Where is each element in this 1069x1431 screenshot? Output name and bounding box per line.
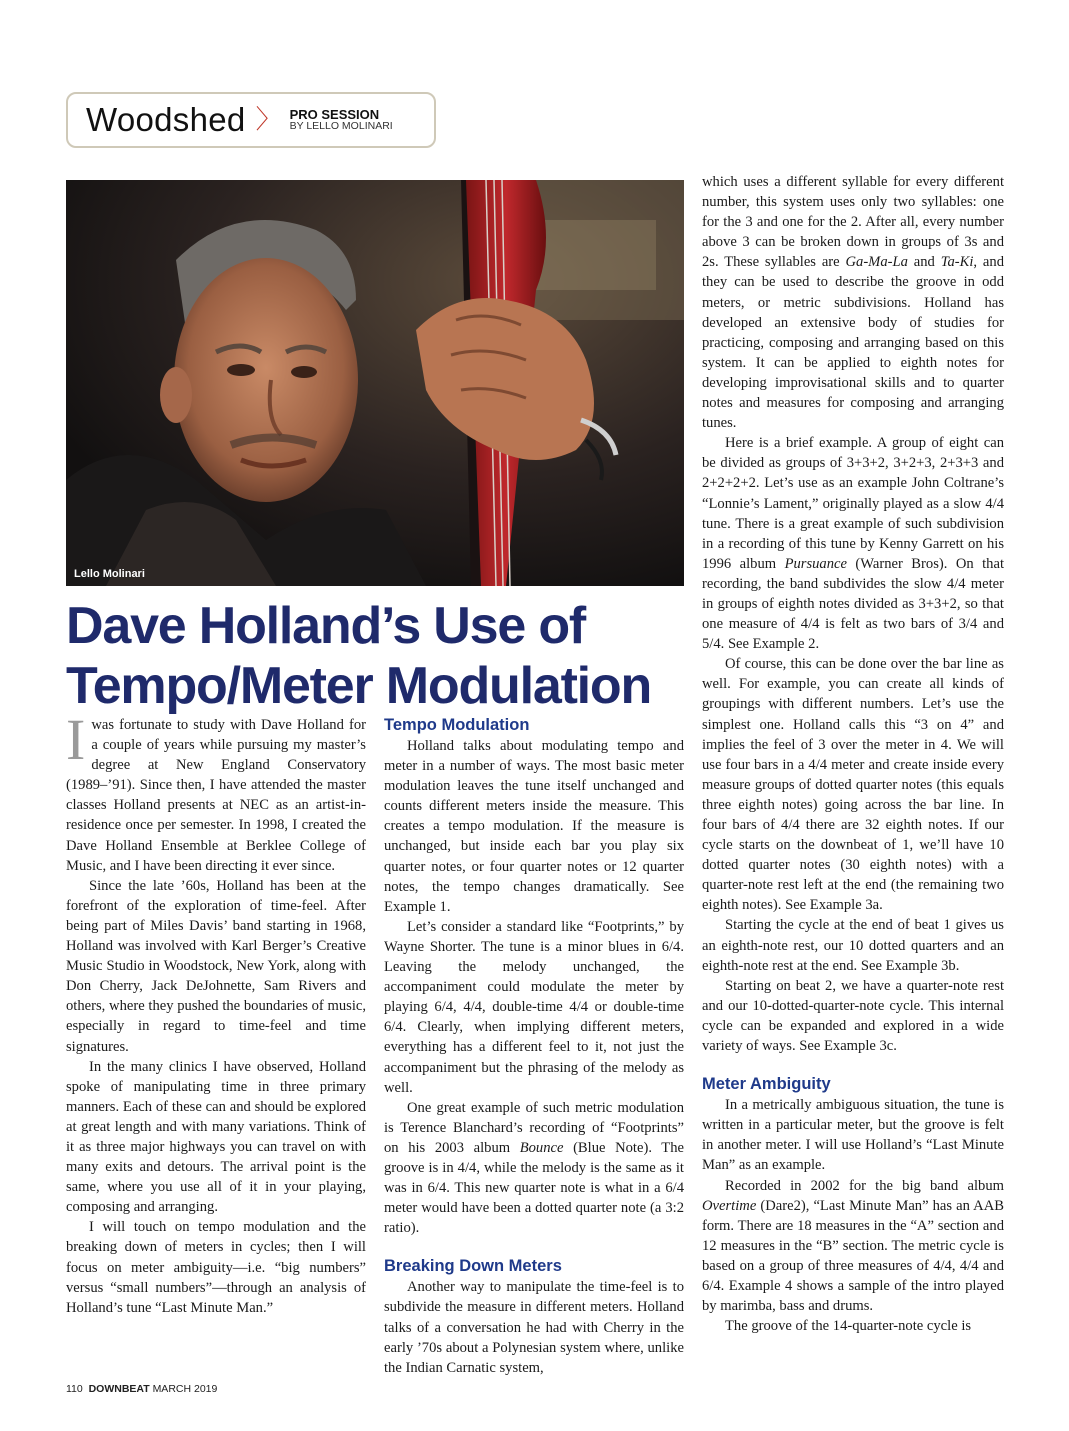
section-title: Woodshed [86,101,246,138]
subhead-meter-ambiguity: Meter Ambiguity [702,1075,831,1094]
paragraph: In the many clinics I have observed, Holland spoke of manipulating time in three primary manners. Each of these can and should be explored at great length and with many variations. Think of it as three major highways you can travel on with many exits and detours. The arrival point is the same, where you use all of it in your playing, composing and arranging. [66,1058,366,1216]
subhead-tempo-modulation: Tempo Modulation [384,716,530,734]
section-label: PRO SESSION [289,106,380,122]
section-header [66,92,436,148]
article-headline: Dave Holland’s Use of Tempo/Meter Modulation [66,597,652,715]
paragraph: Holland talks about modulating tempo and meter in a number of ways. The most basic meter modulation leaves the tune itself unchanged and counts different meters inside the measure. This creates a tempo modulation. If the measure is unchanged, but inside each bar you play six quarter notes, or four quarter notes or 12 quarter notes, the tempo changes dramatically. See Example 1. [384,738,684,915]
paragraph: Another way to manipulate the time-feel is to subdivide the measure in different meters. Holland talks of a conversation he had with Cherry in the early ’70s about a Polynesian system where, unlike the Indian Carnatic system, [384,1279,684,1376]
paragraph: In a metrically ambiguous situation, the tune is written in a particular meter, but the groove is felt in another meter. I will use Holland’s “Last Minute Man” as an example. [702,1097,1004,1174]
bassist-portrait-image [66,180,684,586]
photo-credit: Lello Molinari [74,568,145,580]
paragraph: Starting the cycle at the end of beat 1 gives us an eighth-note rest, our 10 dotted quarters and an eighth-note rest at the end. See Example 3b. [702,917,1004,974]
paragraph: Iwas fortunate to study with Dave Holland for a couple of years while pursuing my master’s degree at New England Conservatory (1989–’91). Since then, I have attended the master classes Holland presents at NEC as an artist-in-residence once per semester. In 1998, I created the Dave Holland Ensemble at Berklee College of Music, and I have been directing it ever since. [66,707,366,874]
paragraph: Of course, this can be done over the bar line as well. For example, you can create all kinds of groupings with different numbers. Let’s use the simplest one. Holland calls this “3 on 4” and implies the feel of 3 over the meter in 4. We will use four bars in a 4/4 meter and create inside every measure groups of dotted quarter notes (this equals three eighth notes) going across the bar line. In four bars of 4/4 there are 32 eighth notes. If our cycle starts on the downbeat of 1, we’ll have 10 dotted quarter notes (30 eighth notes) with a quarter-note rest left at the end (the remaining two eighth notes). See Example 3a. [702,656,1004,914]
paragraph: One great example of such metric modulation is Terence Blanchard’s recording of “Footprints” on his 2003 album Bounce (Blue Note). The groove is in 4/4, while the melody is the same as it was in 6/4. This new quarter note is what in a 6/4 meter would have been a dotted quarter note (a 3:2 ratio). [384,1099,684,1237]
article-column-2 [384,715,684,1378]
paragraph: Since the late ’60s, Holland has been at the forefront of the exploration of time-feel. After being part of Miles Davis’ band starting in 1968, Holland was involved with Karl Berger’s Creative Music Studio in Woodstock, New York, along with Don Cherry, Jack DeJohnette, Sam Rivers and others, where they pushed the boundaries of music, especially in regard to time-feel and time signatures. [66,877,366,1055]
byline: BY LELLO MOLINARI [289,120,393,133]
magazine-name: DOWNBEAT [88,1383,150,1395]
paragraph: The groove of the 14-quarter-note cycle is [725,1318,972,1335]
section-subheader [290,108,393,133]
page-number: 110 [66,1383,83,1395]
article-column-1 [66,707,366,1318]
paragraph: I will touch on tempo modulation and the breaking down of meters in cycles; then I will focus on meter ambiguity—i.e. “big numbers” versus “small numbers”—through an analysis of Holland’s tune “Last Minute Man.” [66,1219,366,1316]
paragraph: Recorded in 2002 for the big band album Overtime (Dare2), “Last Minute Man” has an AAB form. There are 18 measures in the “A” section and 12 measures in the “B” section. The metric cycle is based on a group of three measures of 4/4, 4/4 and 6/4. Example 4 shows a sample of the intro played by marimba, bass and drums. [702,1177,1004,1315]
subhead-breaking-down-meters: Breaking Down Meters [384,1257,562,1276]
issue-date: MARCH 2019 [152,1383,218,1395]
chevron-right-icon: 〉 [255,105,282,135]
page-footer [66,1383,217,1395]
drop-cap: I [66,707,86,772]
article-column-3 [702,172,1004,1336]
paragraph: Here is a brief example. A group of eight can be divided as groups of 3+3+2, 3+2+3, 2+3+3 and 2+2+2+2. Let’s use as an example John Coltrane’s “Lonnie’s Lament,” originally played as a slow 4/4 tune. There is a great example of such subdivision in a recording of this tune by Kenny Garrett on his 1996 album Pursuance (Warner Bros). On that recording, the band subdivides the slow 4/4 meter in groups of eighth notes divided as 3+3+2, so that one measure of 4/4 is felt as two bars of 3/4 and 5/4. See Example 2. [702,435,1004,653]
paragraph: which uses a different syllable for every different number, this system uses only two syllables: one for the 3 and one for the 2. After all, every number above 3 can be broken down in groups of 3s and 2s. These syllables are Ga-Ma-La and Ta-Ki, and they can be used to describe the groove in odd meters, or metric subdivisions. Holland has developed an extensive body of studies for practicing, composing and arranging based on this system. It can be applied to eighth notes for developing improvisational skills and to quarter notes and measures for composing and arranging tunes. [702,174,1004,432]
portrait-photo [66,180,684,586]
paragraph: Let’s consider a standard like “Footprints,” by Wayne Shorter. The tune is a minor blues in 6/4. Leaving the melody unchanged, the accompaniment could modulate the meter by playing 6/4, 4/4, double-time 4/4 or double-time 6/4. Clearly, when implying different meters, everything has a different feel to it, not just the accompaniment but the phrasing of the melody as well. [384,918,684,1096]
paragraph: Starting on beat 2, we have a quarter-note rest and our 10-dotted-quarter-note cycle. This internal cycle can be expanded and explored in a wide variety of ways. See Example 3c. [702,977,1004,1055]
